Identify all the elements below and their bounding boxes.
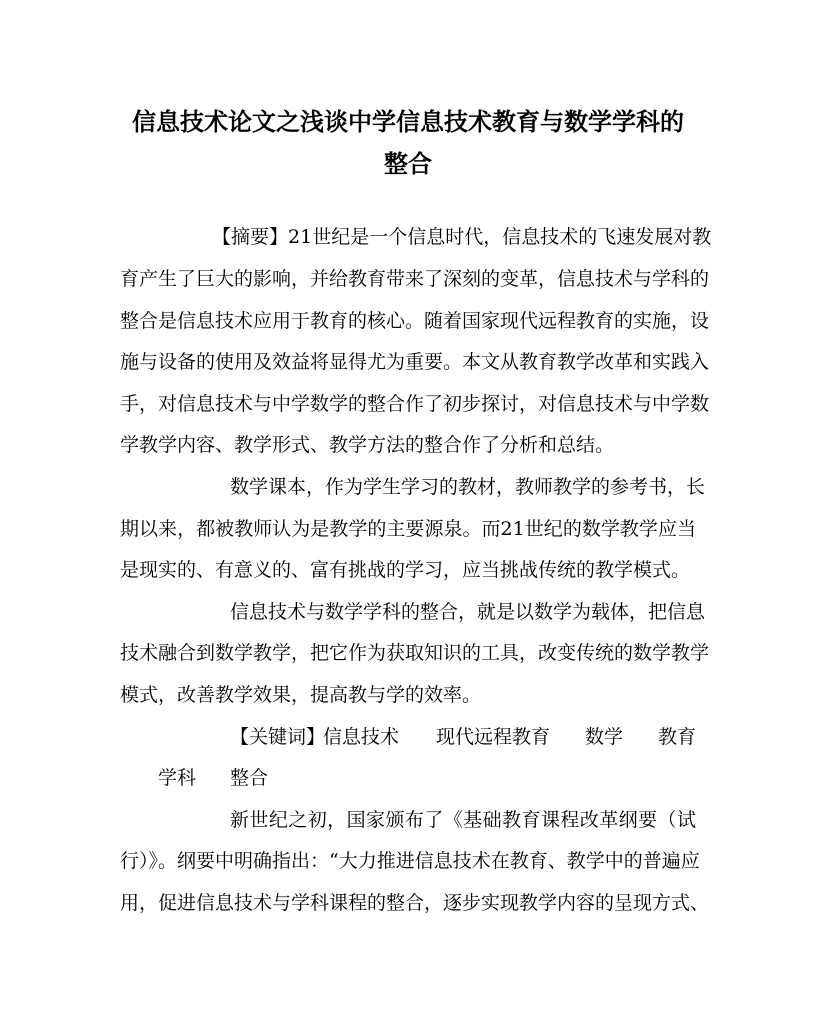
- para2-line-2: 期以来，都被教师认为是教学的主要源泉。而21世纪的数学教学应当: [120, 518, 696, 540]
- para2-line-3: 是现实的、有意义的、富有挑战的学习，应当挑战传统的教学模式。: [120, 559, 691, 581]
- keyword-item: 整合: [230, 767, 269, 789]
- abstract-line-3: 整合是信息技术应用于教育的核心。随着国家现代远程教育的实施，设: [120, 310, 710, 332]
- keyword-item: 学科: [158, 767, 197, 789]
- abstract-line-4: 施与设备的使用及效益将显得尤为重要。本文从教育教学改革和实践入: [120, 351, 710, 373]
- para4-line-2: 行）》。纲要中明确指出：“大力推进信息技术在教育、教学中的普遍应: [120, 850, 700, 872]
- para4-line-3: 用，促进信息技术与学科课程的整合，逐步实现教学内容的呈现方式、: [120, 892, 710, 914]
- para3-line-1: 信息技术与数学学科的整合，就是以数学为载体，把信息: [230, 601, 706, 623]
- document-title-line-1: 信息技术论文之浅谈中学信息技术教育与数学学科的: [132, 107, 684, 136]
- keywords-label: 【关键词】: [230, 726, 326, 748]
- abstract-line-1-text: 21世纪是一个信息时代，信息技术的飞速发展对教: [288, 226, 712, 248]
- abstract-line-5: 手，对信息技术与中学数学的整合作了初步探讨，对信息技术与中学数: [120, 393, 710, 415]
- keyword-item: 数学: [585, 726, 624, 748]
- keyword-item: 信息技术: [323, 726, 400, 748]
- keyword-item: 教育: [658, 726, 697, 748]
- abstract-line-1: [212, 222, 712, 252]
- para3-line-3: 模式，改善教学效果，提高教与学的效率。: [120, 684, 482, 706]
- para2-line-1: 数学课本，作为学生学习的教材，教师教学的参考书，长: [230, 476, 706, 498]
- abstract-line-6: 学教学内容、教学形式、教学方法的整合作了分析和总结。: [120, 434, 615, 456]
- abstract-line-2: 育产生了巨大的影响，并给教育带来了深刻的变革，信息技术与学科的: [120, 268, 710, 290]
- para3-line-2: 技术融合到数学教学，把它作为获取知识的工具，改变传统的数学教学: [120, 642, 710, 664]
- abstract-label: 【摘要】: [212, 226, 289, 248]
- keyword-item: 现代远程教育: [436, 726, 551, 748]
- para4-line-1: 新世纪之初，国家颁布了《基础教育课程改革纲要（试: [230, 809, 696, 831]
- document-title-line-2: 整合: [384, 149, 432, 178]
